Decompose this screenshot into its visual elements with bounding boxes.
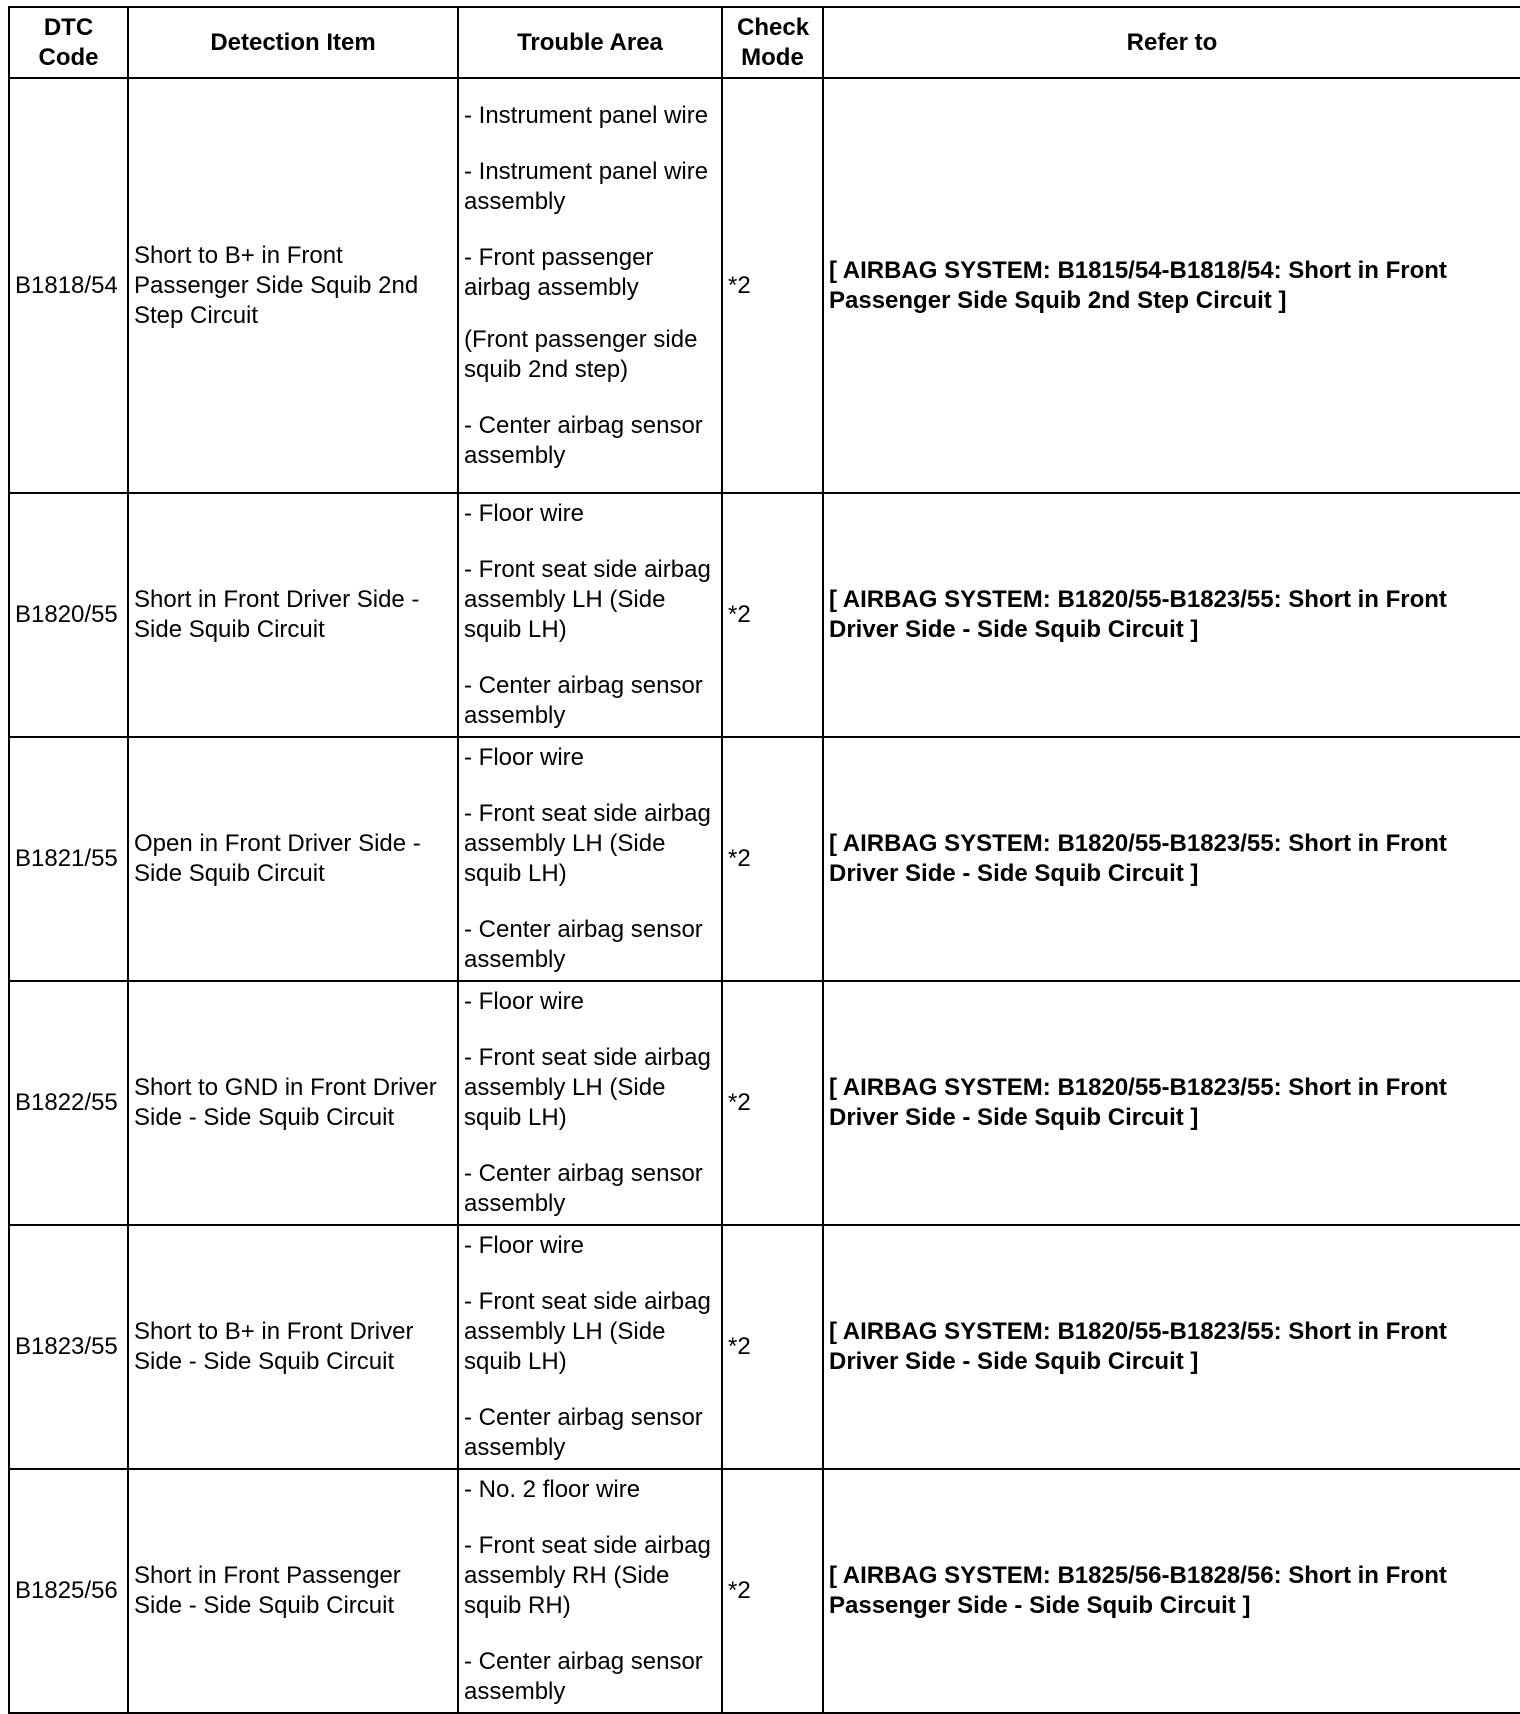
refer-link[interactable]: [ AIRBAG SYSTEM: B1815/54-B1818/54: Short in Front Passenger Side Squib 2nd Step Circuit ] (823, 78, 1520, 493)
header-check-mode: Check Mode (722, 7, 823, 78)
detection-item-cell: Short to B+ in Front Passenger Side Squib 2nd Step Circuit (128, 78, 458, 493)
refer-link[interactable]: [ AIRBAG SYSTEM: B1820/55-B1823/55: Short in Front Driver Side - Side Squib Circuit ] (823, 493, 1520, 737)
check-mode-cell: *2 (722, 981, 823, 1225)
header-row (9, 7, 1520, 78)
dtc-code-cell: B1822/55 (9, 981, 128, 1225)
trouble-area-cell (458, 1469, 722, 1713)
detection-item-cell: Short to B+ in Front Driver Side - Side Squib Circuit (128, 1225, 458, 1469)
refer-link[interactable]: [ AIRBAG SYSTEM: B1820/55-B1823/55: Short in Front Driver Side - Side Squib Circuit ] (823, 737, 1520, 981)
table-row (9, 493, 1520, 737)
detection-item-cell: Short in Front Driver Side - Side Squib Circuit (128, 493, 458, 737)
table-row (9, 1469, 1520, 1713)
dtc-code-cell: B1825/56 (9, 1469, 128, 1713)
trouble-area-item: - Center airbag sensor assembly (464, 1648, 703, 1705)
trouble-area-item: - Center airbag sensor assembly (464, 916, 703, 973)
trouble-area-item: - Center airbag sensor assembly (464, 411, 703, 469)
check-mode-cell: *2 (722, 1225, 823, 1469)
dtc-code-cell: B1820/55 (9, 493, 128, 737)
header-refer-to: Refer to (823, 7, 1520, 78)
trouble-area-item: - Center airbag sensor assembly (464, 672, 703, 729)
trouble-area-cell (458, 78, 722, 493)
trouble-area-item: - Center airbag sensor assembly (464, 1404, 703, 1461)
table-row (9, 737, 1520, 981)
detection-item-cell: Short in Front Passenger Side - Side Squib Circuit (128, 1469, 458, 1713)
trouble-area-item: - No. 2 floor wire (464, 1476, 641, 1503)
check-mode-cell: *2 (722, 1469, 823, 1713)
table-body (9, 78, 1520, 1713)
trouble-area-item: - Floor wire (464, 1232, 585, 1259)
refer-link[interactable]: [ AIRBAG SYSTEM: B1820/55-B1823/55: Short in Front Driver Side - Side Squib Circuit ] (823, 981, 1520, 1225)
trouble-area-item: - Center airbag sensor assembly (464, 1160, 703, 1217)
refer-link[interactable]: [ AIRBAG SYSTEM: B1825/56-B1828/56: Short in Front Passenger Side - Side Squib Circuit ] (823, 1469, 1520, 1713)
check-mode-cell: *2 (722, 737, 823, 981)
dtc-code-cell: B1823/55 (9, 1225, 128, 1469)
refer-link[interactable]: [ AIRBAG SYSTEM: B1820/55-B1823/55: Short in Front Driver Side - Side Squib Circuit ] (823, 1225, 1520, 1469)
trouble-area-item: - Front seat side airbag assembly LH (Side squib LH) (464, 1044, 711, 1131)
table-row (9, 1225, 1520, 1469)
table-row (9, 78, 1520, 493)
trouble-area-item: (Front passenger side squib 2nd step) (464, 325, 698, 383)
trouble-area-item: - Front passenger airbag assembly (464, 243, 654, 301)
trouble-area-item: - Floor wire (464, 500, 585, 527)
trouble-area-cell (458, 493, 722, 737)
trouble-area-item: - Front seat side airbag assembly RH (Side squib RH) (464, 1532, 711, 1619)
header-detection-item: Detection Item (128, 7, 458, 78)
detection-item-cell: Open in Front Driver Side - Side Squib Circuit (128, 737, 458, 981)
check-mode-cell: *2 (722, 78, 823, 493)
trouble-area-cell (458, 1225, 722, 1469)
dtc-table (8, 6, 1520, 1714)
check-mode-cell: *2 (722, 493, 823, 737)
table-row (9, 981, 1520, 1225)
header-dtc-code: DTC Code (9, 7, 128, 78)
header-trouble-area: Trouble Area (458, 7, 722, 78)
trouble-area-cell (458, 981, 722, 1225)
dtc-code-cell: B1821/55 (9, 737, 128, 981)
detection-item-cell: Short to GND in Front Driver Side - Side Squib Circuit (128, 981, 458, 1225)
trouble-area-item: - Instrument panel wire (464, 101, 709, 129)
trouble-area-item: - Instrument panel wire assembly (464, 157, 709, 215)
trouble-area-item: - Floor wire (464, 988, 585, 1015)
dtc-code-cell: B1818/54 (9, 78, 128, 493)
trouble-area-cell (458, 737, 722, 981)
trouble-area-item: - Floor wire (464, 744, 585, 771)
trouble-area-item: - Front seat side airbag assembly LH (Side squib LH) (464, 556, 711, 643)
trouble-area-item: - Front seat side airbag assembly LH (Side squib LH) (464, 800, 711, 887)
trouble-area-item: - Front seat side airbag assembly LH (Side squib LH) (464, 1288, 711, 1375)
